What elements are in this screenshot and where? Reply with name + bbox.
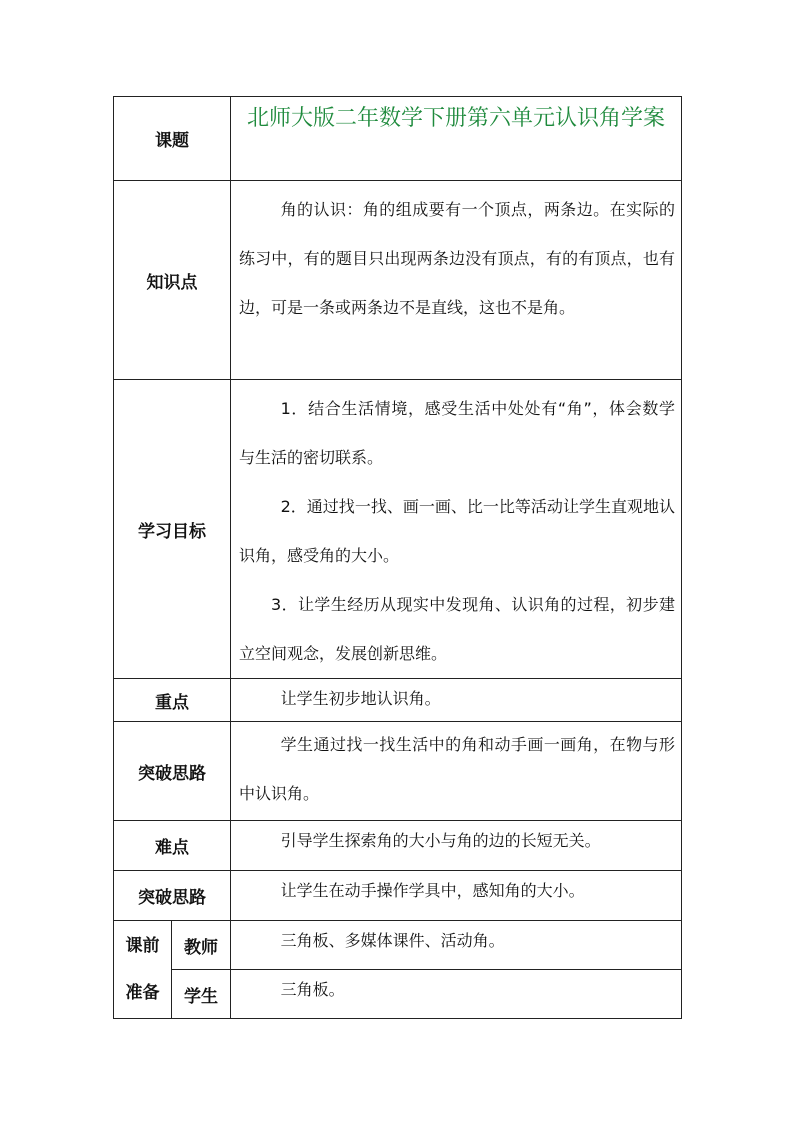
title-value: 北师大版二年数学下册第六单元认识角学案 bbox=[246, 106, 665, 131]
goal-item-1: 1．结合生活情境，感受生活中处处有“角”，体会数学与生活的密切联系。 bbox=[239, 399, 675, 467]
approach-1-text: 学生通过找一找生活中的角和动手画一画角，在物与形中认识角。 bbox=[239, 735, 675, 803]
row-knowledge bbox=[114, 181, 682, 380]
row-difficulty bbox=[114, 821, 682, 871]
difficulty-text: 引导学生探索角的大小与角的边的长短无关。 bbox=[280, 831, 601, 850]
prep-label bbox=[114, 921, 172, 1019]
goal-item-2: 2．通过找一找、画一画、比一比等活动让学生直观地认识角，感受角的大小。 bbox=[239, 497, 675, 565]
row-prep-student bbox=[114, 970, 682, 1019]
row-prep-teacher bbox=[114, 921, 682, 970]
prep-student-label: 学生 bbox=[172, 970, 231, 1019]
key-point-label: 重点 bbox=[114, 679, 231, 722]
knowledge-text: 角的认识：角的组成要有一个顶点，两条边。在实际的练习中，有的题目只出现两条边没有顶点，有的有顶点，也有边，可是一条或两条边不是直线，这也不是角。 bbox=[239, 200, 675, 317]
prep-label-line-1: 课前 bbox=[125, 935, 160, 956]
difficulty-label: 难点 bbox=[114, 821, 231, 871]
key-point-text: 让学生初步地认识角。 bbox=[280, 689, 441, 708]
goal-item-3: 3．让学生经历从现实中发现角、认识角的过程，初步建立空间观念，发展创新思维。 bbox=[239, 595, 675, 663]
approach-2-label: 突破思路 bbox=[114, 871, 231, 921]
row-goals bbox=[114, 380, 682, 679]
row-approach-1 bbox=[114, 722, 682, 821]
approach-2-text: 让学生在动手操作学具中，感知角的大小。 bbox=[280, 881, 585, 900]
lesson-plan-table bbox=[113, 96, 682, 1019]
title-label: 课题 bbox=[114, 97, 231, 181]
goals-label: 学习目标 bbox=[114, 380, 231, 679]
row-title bbox=[114, 97, 682, 181]
prep-teacher-label: 教师 bbox=[172, 921, 231, 970]
prep-student-text: 三角板。 bbox=[280, 980, 345, 999]
knowledge-label: 知识点 bbox=[114, 181, 231, 380]
prep-label-line-2: 准备 bbox=[125, 982, 160, 1003]
row-approach-2 bbox=[114, 871, 682, 921]
row-key-point bbox=[114, 679, 682, 722]
prep-teacher-text: 三角板、多媒体课件、活动角。 bbox=[280, 931, 505, 950]
approach-1-label: 突破思路 bbox=[114, 722, 231, 821]
